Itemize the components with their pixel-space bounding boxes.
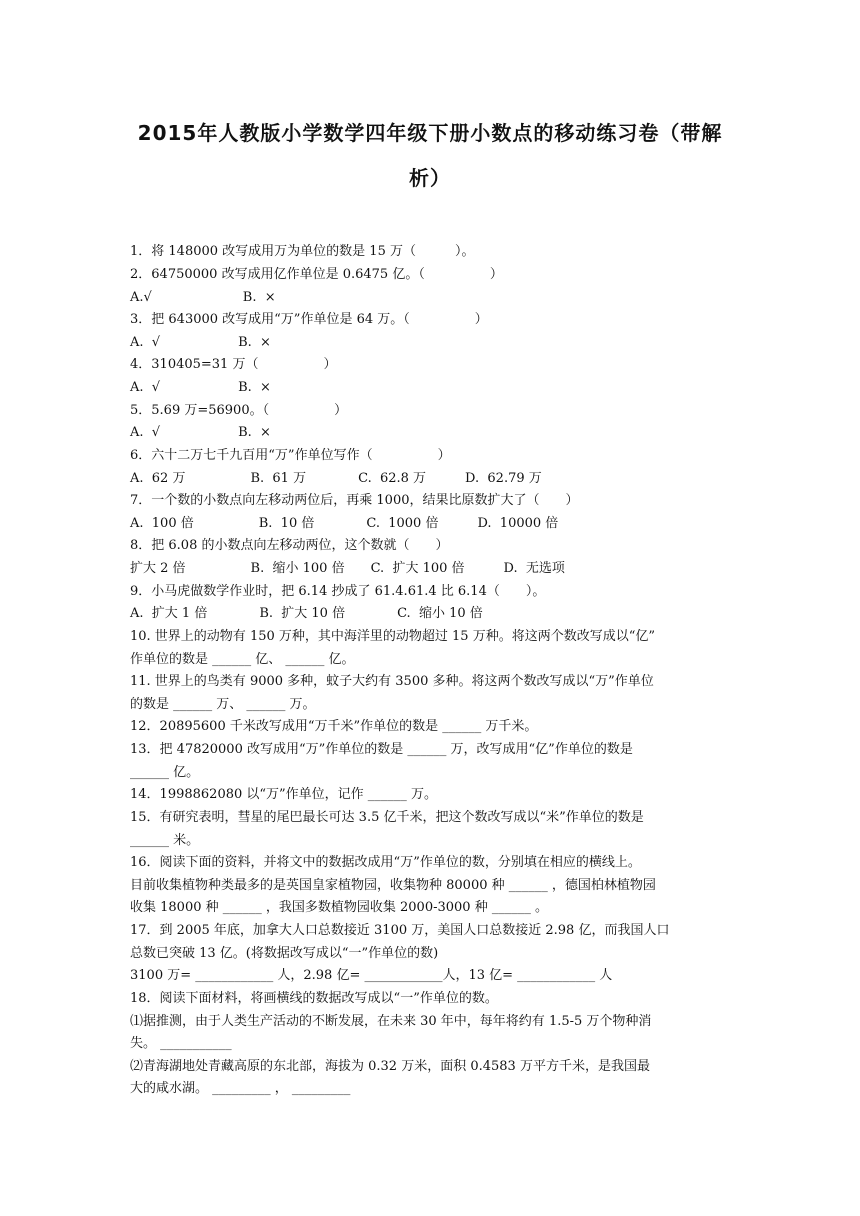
question-line: 收集 18000 种 ______ ，我国多数植物园收集 2000-3000 种 ______ 。 (130, 900, 548, 915)
question-line: 4．310405=31 万（ ） (130, 357, 337, 372)
question-line: 7．一个数的小数点向左移动两位后，再乘 1000，结果比原数扩大了（ ） (130, 493, 579, 508)
question-line: ⑵青海湖地处青藏高原的东北部，海拔为 0.32 万米，面积 0.4583 万平方千米，是我国最 (130, 1059, 650, 1074)
question-line: 2．64750000 改写成用亿作单位是 0.6475 亿。（ ） (130, 267, 503, 282)
question-line: 15．有研究表明，彗星的尾巴最长可达 3.5 亿千米，把这个数改写成以“米”作单位的数是 (130, 810, 644, 825)
option-line: A. 扩大 1 倍 B. 扩大 10 倍 C. 缩小 10 倍 (130, 606, 483, 621)
option-line: A. √ B. × (130, 335, 271, 350)
question-line: ______ 米。 (130, 833, 200, 848)
question-line: ______ 亿。 (130, 765, 200, 780)
question-line: 1．将 148000 改写成用万为单位的数是 15 万（ ）。 (130, 244, 475, 259)
option-line: A. 100 倍 B. 10 倍 C. 1000 倍 D. 10000 倍 (130, 516, 559, 531)
question-line: 5．5.69 万=56900。（ ） (130, 403, 348, 418)
question-line: 10. 世界上的动物有 150 万种，其中海洋里的动物超过 15 万种。将这两个数改写成以“亿” (130, 629, 655, 644)
question-line: 总数已突破 13 亿。(将数据改写成以“一”作单位的数) (130, 946, 439, 961)
document-title-line-1: 2015年人教版小学数学四年级下册小数点的移动练习卷（带解 (137, 121, 723, 145)
document-title-line-2: 析） (409, 166, 451, 190)
option-line: A. √ B. × (130, 380, 271, 395)
question-line: 11. 世界上的鸟类有 9000 多种，蚊子大约有 3500 多种。将这两个数改写成以“万”作单位 (130, 674, 654, 689)
question-line: 12．20895600 千米改写成用“万千米”作单位的数是 ______ 万千米。 (130, 719, 538, 734)
question-line: 目前收集植物种类最多的是英国皇家植物园，收集物种 80000 种 ______ ，德国柏林植物园 (130, 878, 656, 893)
question-line: ⑴据推测，由于人类生产活动的不断发展，在未来 30 年中，每年将约有 1.5-5 万个物种消 (130, 1014, 652, 1029)
question-line: 6．六十二万七千九百用“万”作单位写作（ ） (130, 448, 451, 463)
question-line: 9．小马虎做数学作业时，把 6.14 抄成了 61.4.61.4 比 6.14（ ）。 (130, 584, 546, 599)
question-line: 13．把 47820000 改写成用“万”作单位的数是 ______ 万，改写成用“亿”作单位的数是 (130, 742, 633, 757)
option-line: 扩大 2 倍 B. 缩小 100 倍 C. 扩大 100 倍 D. 无选项 (130, 561, 565, 576)
question-line: 的数是 ______ 万、 ______ 万。 (130, 697, 316, 712)
option-line: A. 62 万 B. 61 万 C. 62.8 万 D. 62.79 万 (130, 471, 542, 486)
question-line: 3．把 643000 改写成用“万”作单位是 64 万。（ ） (130, 312, 488, 327)
question-line: 作单位的数是 ______ 亿、 ______ 亿。 (130, 652, 355, 667)
question-line: 3100 万= ____________ 人，2.98 亿= ____________人，13 亿= ____________ 人 (130, 968, 613, 983)
question-line: 18．阅读下面材料，将画横线的数据改写成以“一”作单位的数。 (130, 991, 498, 1006)
question-line: 14．1998862080 以“万”作单位，记作 ______ 万。 (130, 787, 437, 802)
option-line: A. √ B. × (130, 425, 271, 440)
question-line: 大的咸水湖。 _________ ， _________ (130, 1081, 351, 1096)
question-line: 失。 ___________ (130, 1036, 232, 1051)
question-line: 8．把 6.08 的小数点向左移动两位，这个数就（ ） (130, 538, 449, 553)
question-line: 16．阅读下面的资料，并将文中的数据改成用“万”作单位的数，分别填在相应的横线上。 (130, 855, 641, 870)
question-line: 17．到 2005 年底，加拿大人口总数接近 3100 万，美国人口总数接近 2.98 亿，而我国人口 (130, 923, 670, 938)
option-line: A.√ B. × (130, 290, 276, 305)
